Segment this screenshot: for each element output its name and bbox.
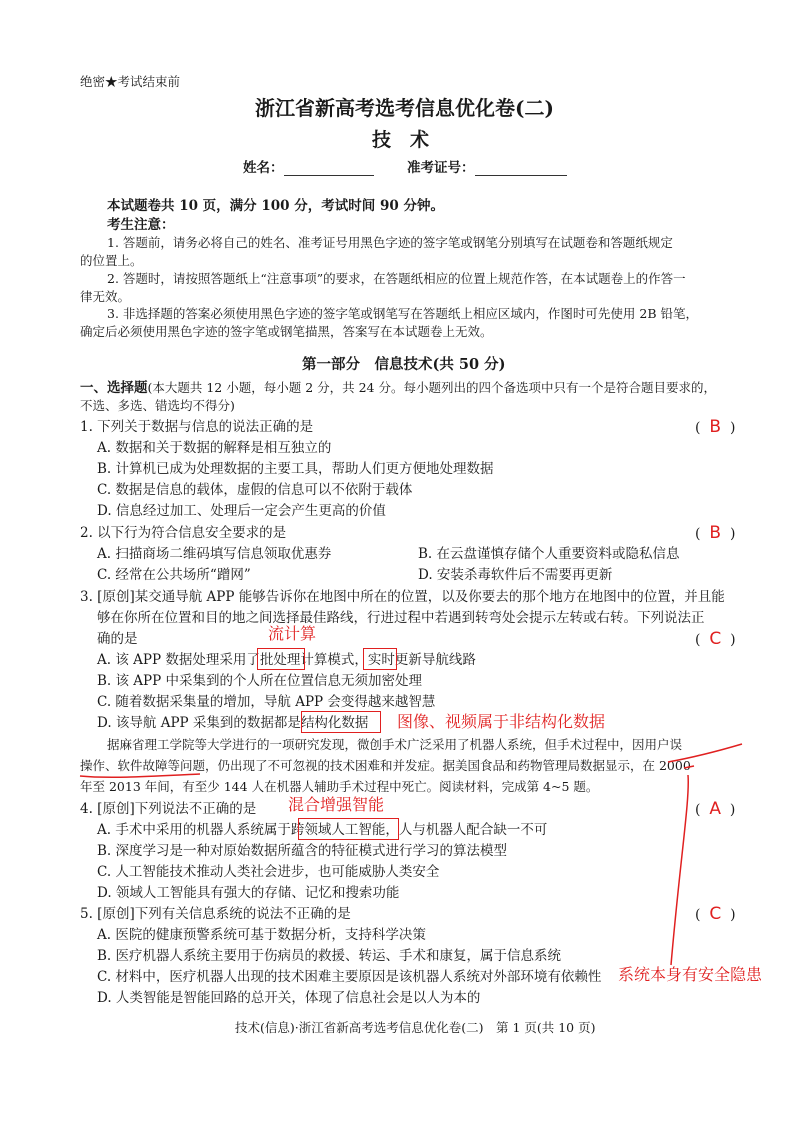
q4-option-d: D. 领域人工智能具有强大的存储、记忆和搜索功能 bbox=[97, 885, 400, 901]
q5-option-a: A. 医院的健康预警系统可基于数据分析，支持科学决策 bbox=[97, 927, 426, 943]
q4-answer-paren: ( A ) bbox=[695, 799, 736, 819]
q5-stem: 5. [原创]下列有关信息系统的说法不正确的是 bbox=[80, 906, 351, 922]
q3-d-structured: 结构化数据 bbox=[300, 715, 369, 731]
id-label: 准考证号： bbox=[407, 160, 475, 176]
annotation-hybrid-intelligence: 混合增强智能 bbox=[288, 795, 385, 814]
q3-line2: 够在你所在位置和目的地之间选择最佳路线，行进过程中若遇到转弯处会提示左转或右转。下列说法正 bbox=[97, 610, 705, 626]
q2-stem: 2. 以下行为符合信息安全要求的是 bbox=[80, 525, 287, 541]
q2-option-b: B. 在云盘谨慎存储个人重要资料或隐私信息 bbox=[418, 546, 680, 562]
annotation-stream-computing: 流计算 bbox=[268, 624, 317, 643]
reading-line1: 据麻省理工学院等大学进行的一项研究发现，微创手术广泛采用了机器人系统，但手术过程中，因用户误 bbox=[107, 737, 683, 752]
q3-option-b: B. 该 APP 中采集到的个人所在位置信息无须加密处理 bbox=[97, 673, 423, 689]
q2-answer-paren: ( B ) bbox=[695, 523, 736, 543]
q3-a-part3: 计算模式， bbox=[300, 652, 368, 668]
subject-title: 技 术 bbox=[372, 129, 430, 151]
notes-intro: 本试题卷共 10 页，满分 100 分，考试时间 90 分钟。 bbox=[107, 198, 444, 214]
q5-answer: C bbox=[709, 904, 722, 924]
section-rule: (本大题共 12 小题，每小题 2 分，共 24 分。每小题列出的四个备选项中只有一个是符合题目要求的， bbox=[147, 380, 716, 395]
q3-a-part5: 更新导航线路 bbox=[394, 652, 476, 668]
q3-answer-paren: ( C ) bbox=[695, 629, 736, 649]
reading-line2: 操作、软件故障等问题，仍出现了不可忽视的技术困难和并发症。据美国食品和药物管理局数据显示，在 2000 bbox=[80, 758, 691, 773]
q1-option-d: D. 信息经过加工、处理后一定会产生更高的价值 bbox=[97, 503, 386, 519]
note-2b: 律无效。 bbox=[80, 289, 131, 304]
q1-stem: 1. 下列关于数据与信息的说法正确的是 bbox=[80, 419, 314, 435]
note-2a: 2. 答题时，请按照答题纸上“注意事项”的要求，在答题纸相应的位置上规范作答，在本试题卷上的作答一 bbox=[107, 271, 686, 286]
q5-option-c: C. 材料中，医疗机器人出现的技术困难主要原因是该机器人系统对外部环境有依赖性 bbox=[97, 969, 602, 985]
underline-stroke-2 bbox=[80, 774, 200, 777]
name-label: 姓名： bbox=[243, 160, 284, 176]
q4-a-crossdomain: 跨领域人工智能 bbox=[290, 822, 386, 838]
q3-line1: 3. [原创]某交通导航 APP 能够告诉你在地图中所在的位置，以及你要去的那个地方在地图中的位置，并且能 bbox=[80, 589, 725, 605]
q3-answer: C bbox=[709, 629, 722, 649]
q5-option-b: B. 医疗机器人系统主要用于伤病员的救援、转运、手术和康复，属于信息系统 bbox=[97, 948, 562, 964]
q5-option-d: D. 人类智能是智能回路的总开关，体现了信息社会是以人为本的 bbox=[97, 990, 481, 1006]
part1-title: 第一部分 信息技术(共 50 分) bbox=[302, 356, 506, 373]
q4-option-c: C. 人工智能技术推动人类社会进步，也可能威胁人类安全 bbox=[97, 864, 440, 880]
notes-heading: 考生注意： bbox=[107, 217, 175, 233]
annotation-security-risk: 系统本身有安全隐患 bbox=[618, 965, 763, 984]
note-1a: 1. 答题前，请务必将自己的姓名、准考证号用黑色字迹的签字笔或钢笔分别填写在试题卷和答题纸规定 bbox=[107, 235, 673, 250]
exam-title: 浙江省新高考选考信息优化卷(二) bbox=[255, 96, 554, 120]
q3-a-batch: 批处理 bbox=[259, 652, 301, 668]
q3-a-realtime: 实时 bbox=[367, 652, 395, 668]
q1-option-a: A. 数据和关于数据的解释是相互独立的 bbox=[97, 440, 332, 456]
q2-option-d: D. 安装杀毒软件后不需要再更新 bbox=[418, 567, 613, 583]
q1-answer-paren: ( B ) bbox=[695, 417, 736, 437]
pointer-tick bbox=[684, 766, 694, 768]
q2-option-a: A. 扫描商场二维码填写信息领取优惠券 bbox=[97, 546, 332, 562]
pointer-line-security bbox=[671, 775, 688, 965]
secret-label: 绝密★考试结束前 bbox=[80, 74, 181, 89]
section-label: 一、选择题 bbox=[80, 380, 148, 396]
q1-option-c: C. 数据是信息的载体，虚假的信息可以不依附于载体 bbox=[97, 482, 413, 498]
section-rule-cont: 不选、多选、错选均不得分) bbox=[80, 398, 235, 413]
note-1b: 的位置上。 bbox=[80, 253, 143, 268]
q4-answer: A bbox=[709, 799, 722, 819]
note-3a: 3. 非选择题的答案必须使用黑色字迹的签字笔或钢笔写在答题纸上相应区域内，作图时可先使用 2B 铅笔， bbox=[107, 306, 698, 321]
q1-option-b: B. 计算机已成为处理数据的主要工具，帮助人们更方便地处理数据 bbox=[97, 461, 494, 477]
q4-option-b: B. 深度学习是一种对原始数据所蕴含的特征模式进行学习的算法模型 bbox=[97, 843, 508, 859]
note-3b: 确定后必须使用黑色字迹的签字笔或钢笔描黑，答案写在本试题卷上无效。 bbox=[80, 324, 493, 339]
q3-a-part1: A. 该 APP 数据处理采用了 bbox=[97, 652, 260, 668]
q2-option-c: C. 经常在公共场所“蹭网” bbox=[97, 567, 251, 583]
q3-line3: 确的是 bbox=[97, 631, 138, 647]
q2-answer: B bbox=[709, 523, 722, 543]
q4-a-part3: ，人与机器人配合缺一不可 bbox=[385, 822, 548, 838]
q3-d-part1: D. 该导航 APP 采集到的数据都是 bbox=[97, 715, 301, 731]
annotation-unstructured: 图像、视频属于非结构化数据 bbox=[397, 712, 606, 731]
q1-answer: B bbox=[709, 417, 722, 437]
page-footer: 技术(信息)·浙江省新高考选考信息优化卷(二) 第 1 页(共 10 页) bbox=[235, 1020, 596, 1035]
underline-stroke-1 bbox=[668, 744, 742, 762]
q3-option-c: C. 随着数据采集量的增加，导航 APP 会变得越来越智慧 bbox=[97, 694, 436, 710]
q5-answer-paren: ( C ) bbox=[695, 904, 736, 924]
reading-line3: 年至 2013 年间，有至少 144 人在机器人辅助手术过程中死亡。阅读材料，完成第 4~5 题。 bbox=[80, 779, 599, 794]
q4-stem: 4. [原创]下列说法不正确的是 bbox=[80, 801, 257, 817]
q4-a-part1: A. 手术中采用的机器人系统属于 bbox=[97, 822, 291, 838]
